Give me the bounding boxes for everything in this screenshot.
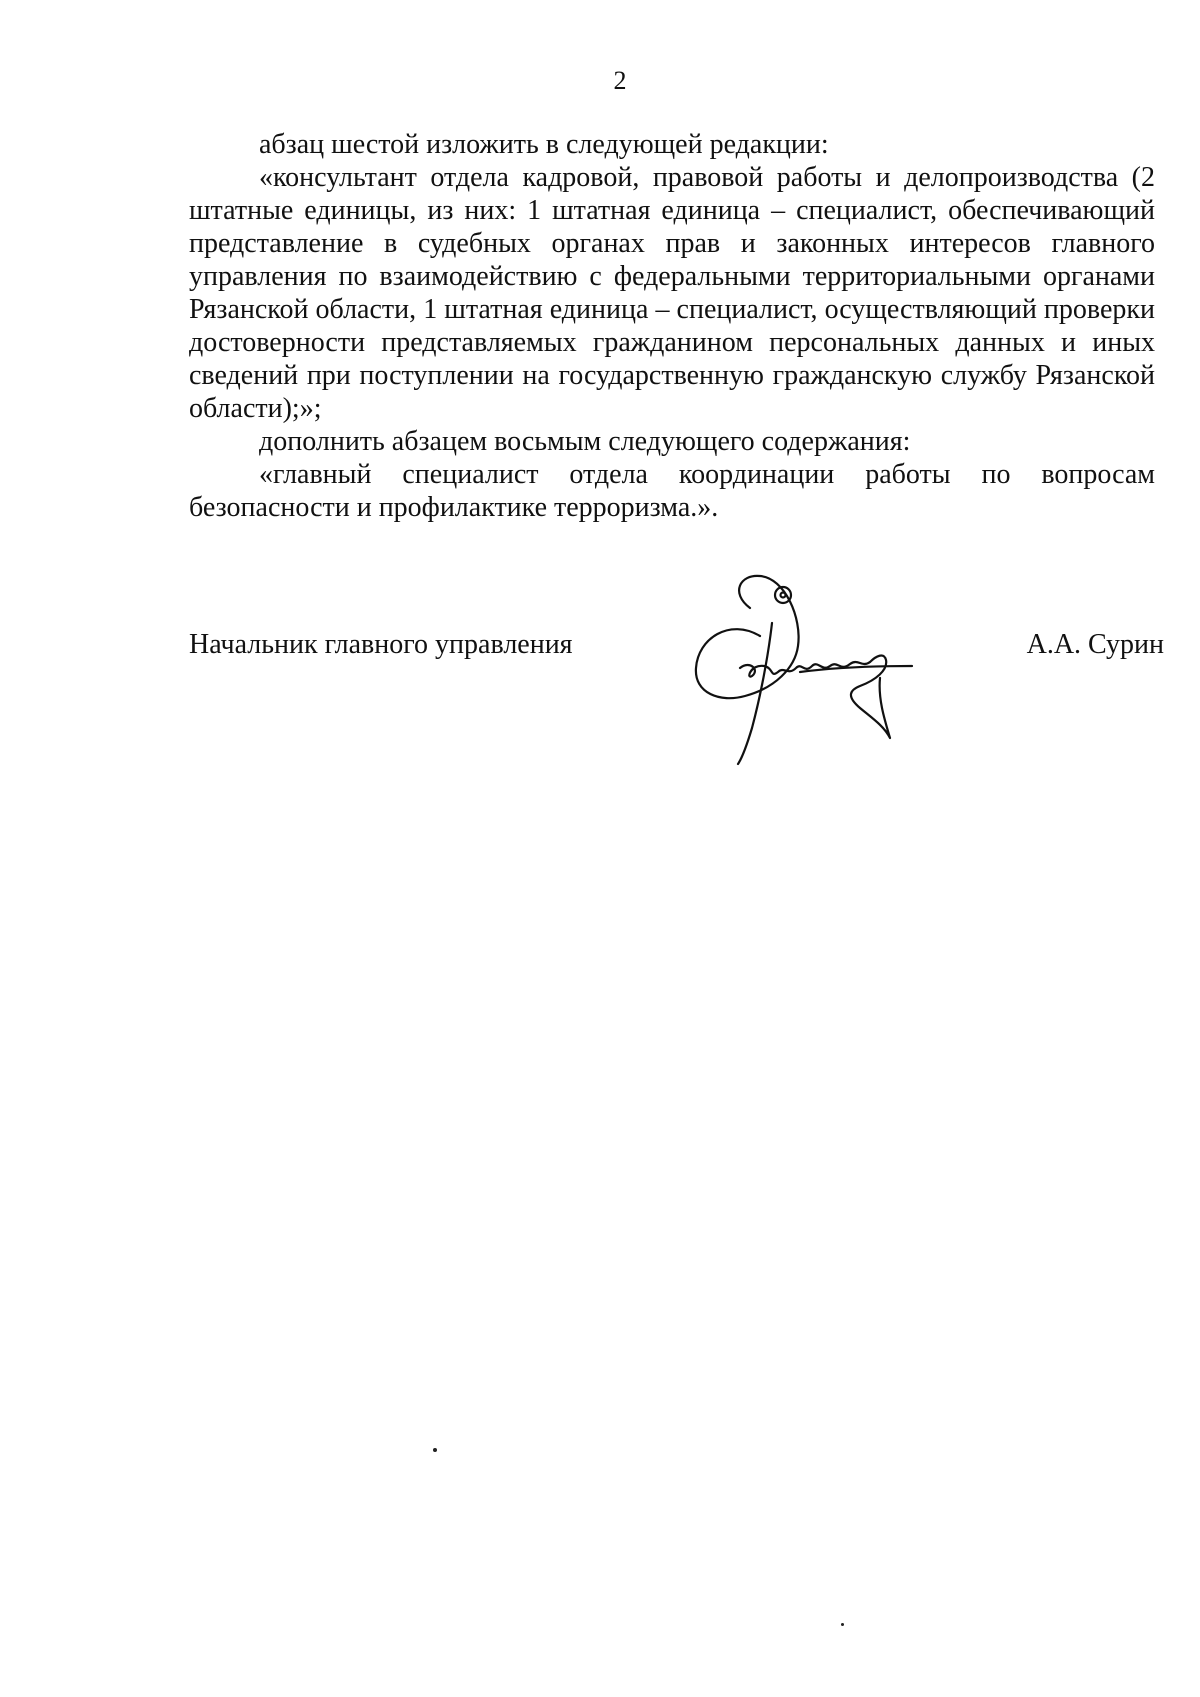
paragraph-1: абзац шестой изложить в следующей редакции: bbox=[259, 129, 829, 160]
scan-speck bbox=[433, 1448, 437, 1452]
scan-speck bbox=[841, 1623, 844, 1626]
page-number: 2 bbox=[613, 66, 627, 95]
paragraph-2: «консультант отдела кадровой, правовой работы и делопроизводства (2 штатные единицы, из них: 1 штатная единица – специалист, обеспечивающий представление в судебных органах прав и законных интересов главного управления по взаимодействию с федеральными территориальными органами Рязанской области, 1 штатная единица – специалист, осуществляющий проверки достоверности представляемых гражданином персональных данных и иных сведений при поступлении на государственную гражданскую службу Рязанской области);»; bbox=[189, 162, 1155, 424]
document-body bbox=[189, 128, 1155, 524]
paragraph-4: «главный специалист отдела координации работы по вопросам безопасности и профилактике терроризма.». bbox=[189, 459, 1155, 523]
signature-block bbox=[189, 628, 1164, 668]
signatory-name: А.А. Сурин bbox=[1026, 629, 1164, 660]
signatory-position: Начальник главного управления bbox=[189, 629, 573, 660]
handwritten-signature bbox=[690, 568, 950, 768]
paragraph-3: дополнить абзацем восьмым следующего содержания: bbox=[259, 426, 911, 457]
